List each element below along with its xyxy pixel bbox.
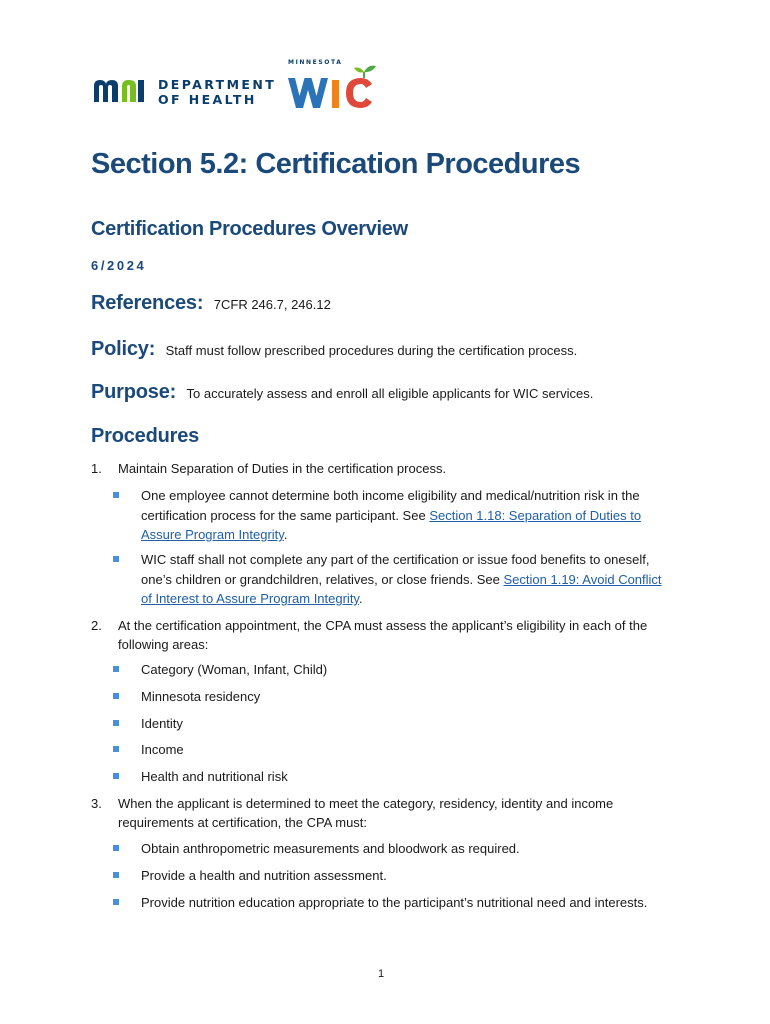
purpose-row [91,381,593,404]
procedure-bullet [113,486,668,545]
procedure-bullet [113,550,668,609]
square-bullet-icon [113,666,119,672]
page-title: Section 5.2: Certification Procedures [91,148,581,180]
wic-letters-icon [286,64,378,110]
bullet-text: Income [141,742,184,757]
references-label: References: [91,292,204,314]
square-bullet-icon [113,899,119,905]
procedure-bullet [113,893,668,913]
minnesota-wic-logo [284,52,384,110]
bullet-text-body: One employee cannot determine both income eligibility and medical/nutrition risk in the certification process for the same participant. See [141,488,640,523]
bullet-text: Provide a health and nutrition assessment. [141,868,387,883]
square-bullet-icon [113,492,119,498]
item-text: At the certification appointment, the CPA must assess the applicant’s eligibility in each of the following areas: [118,618,648,652]
bullet-text: Health and nutritional risk [141,769,288,784]
item-text: Maintain Separation of Duties in the certification process. [118,461,447,476]
square-bullet-icon [113,693,119,699]
procedure-bullet [113,660,668,680]
square-bullet-icon [113,556,119,562]
purpose-label: Purpose: [91,381,177,403]
procedure-item-1 [91,459,681,478]
bullet-text: Obtain anthropometric measurements and bloodwork as required. [141,841,520,856]
section-subtitle: Certification Procedures Overview [91,218,408,240]
bullet-text-end: . [283,527,288,542]
square-bullet-icon [113,773,119,779]
item-number: 1. [91,461,102,476]
mn-department-of-health-logo [92,74,277,114]
policy-row [91,338,577,361]
bullet-text [141,550,668,609]
procedure-bullet [113,866,668,886]
header-logos [92,52,392,112]
department-name [158,77,276,107]
page-number: 1 [378,968,385,980]
square-bullet-icon [113,845,119,851]
square-bullet-icon [113,720,119,726]
procedure-bullet [113,839,668,859]
item-number: 2. [91,618,102,633]
square-bullet-icon [113,746,119,752]
bullet-text [141,486,668,545]
department-line-2: OF HEALTH [158,92,257,107]
procedure-item-2 [91,616,681,654]
item-number: 3. [91,796,102,811]
policy-label: Policy: [91,338,156,360]
wic-state-label: MINNESOTA [288,59,343,66]
department-line-1: DEPARTMENT [158,77,277,92]
procedure-bullet [113,687,668,707]
procedure-bullet [113,767,668,787]
policy-value: Staff must follow prescribed procedures during the certification process. [165,343,578,358]
references-value: 7CFR 246.7, 246.12 [213,297,331,312]
bullet-text: Identity [141,716,183,731]
bullet-text: Minnesota residency [141,689,261,704]
procedures-heading: Procedures [91,425,200,447]
item-text: When the applicant is determined to meet the category, residency, identity and income requirements at certification, the CPA must: [118,796,614,830]
bullet-text-body: WIC staff shall not complete any part of the certification or issue food benefits to oneself, one’s children or grandchildren, relatives, or close friends. See [141,552,650,587]
section-1-19-link[interactable]: Section 1.19: Avoid Conflict of Interest to Assure Program Integrity [141,571,662,606]
references-row [91,292,331,315]
revision-date: 6/2024 [91,258,147,273]
procedure-bullet [113,714,668,734]
section-1-18-link[interactable]: Section 1.18: Separation of Duties to Assure Program Integrity [141,507,642,542]
procedure-item-3 [91,794,681,832]
bullet-text: Category (Woman, Infant, Child) [141,662,328,677]
bullet-text-end: . [358,591,363,606]
square-bullet-icon [113,872,119,878]
purpose-value: To accurately assess and enroll all eligible applicants for WIC services. [186,386,594,401]
bullet-text: Provide nutrition education appropriate to the participant’s nutritional need and interests. [141,895,648,910]
mn-logo-icon [92,74,152,104]
procedure-bullet [113,740,668,760]
